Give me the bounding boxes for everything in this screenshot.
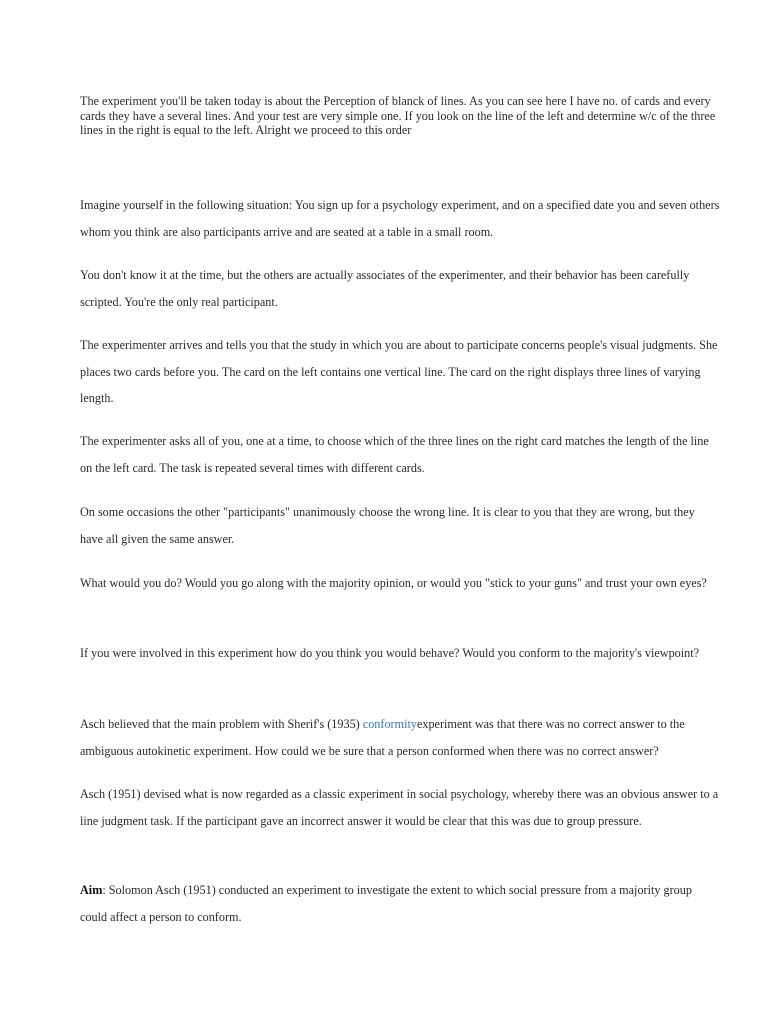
paragraph-asch-sherif — [80, 711, 720, 764]
aim-text: : Solomon Asch (1951) conducted an experiment to investigate the extent to which social pressure from a majority group could affect a person to conform. — [80, 883, 692, 924]
asch-sherif-text-after: experiment was that there was no correct answer to the ambiguous autokinetic experiment. How could we be sure that a person conformed when there was no correct answer? — [80, 717, 685, 758]
paragraph-task: The experimenter asks all of you, one at a time, to choose which of the three lines on the right card matches the length of the line on the left card. The task is repeated several times with different cards. — [80, 434, 709, 475]
aim-label: Aim — [80, 883, 103, 897]
paragraph-aim — [80, 877, 720, 930]
asch-sherif-text-before: Asch believed that the main problem with Sherif's (1935) — [80, 717, 363, 731]
paragraph-wrong-line: On some occasions the other "participants" unanimously choose the wrong line. It is clear to you that they are wrong, but they have all given the same answer. — [80, 505, 695, 546]
conformity-link[interactable]: conformity — [362, 717, 417, 731]
paragraph-what-would-you-do: What would you do? Would you go along with the majority opinion, or would you "stick to your guns" and trust your own eyes? — [80, 576, 707, 590]
paragraph-situation: Imagine yourself in the following situation: You sign up for a psychology experiment, and on a specified date you and seven others whom you think are also participants arrive and are seated at a table in a small room. — [80, 198, 720, 239]
intro-paragraph: The experiment you'll be taken today is about the Perception of blanck of lines. As you can see here I have no. of cards and every cards they have a several lines. And your test are very simple one. If you look on the line of the left and determine w/c of the three lines in the right is equal to the left. Alright we proceed to this order — [80, 94, 716, 137]
paragraph-associates: You don't know it at the time, but the others are actually associates of the experimenter, and their behavior has been carefully scripted. You're the only real participant. — [80, 268, 690, 309]
paragraph-experimenter-arrives: The experimenter arrives and tells you that the study in which you are about to participate concerns people's visual judgments. She places two cards before you. The card on the left contains one vertical line. The card on the right displays three lines of varying length. — [80, 338, 718, 405]
paragraph-asch-1951: Asch (1951) devised what is now regarded as a classic experiment in social psychology, whereby there was an obvious answer to a line judgment task. If the participant gave an incorrect answer it would be clear that this was due to group pressure. — [80, 787, 719, 828]
paragraph-conform-question: If you were involved in this experiment how do you think you would behave? Would you conform to the majority's viewpoint? — [80, 646, 700, 660]
